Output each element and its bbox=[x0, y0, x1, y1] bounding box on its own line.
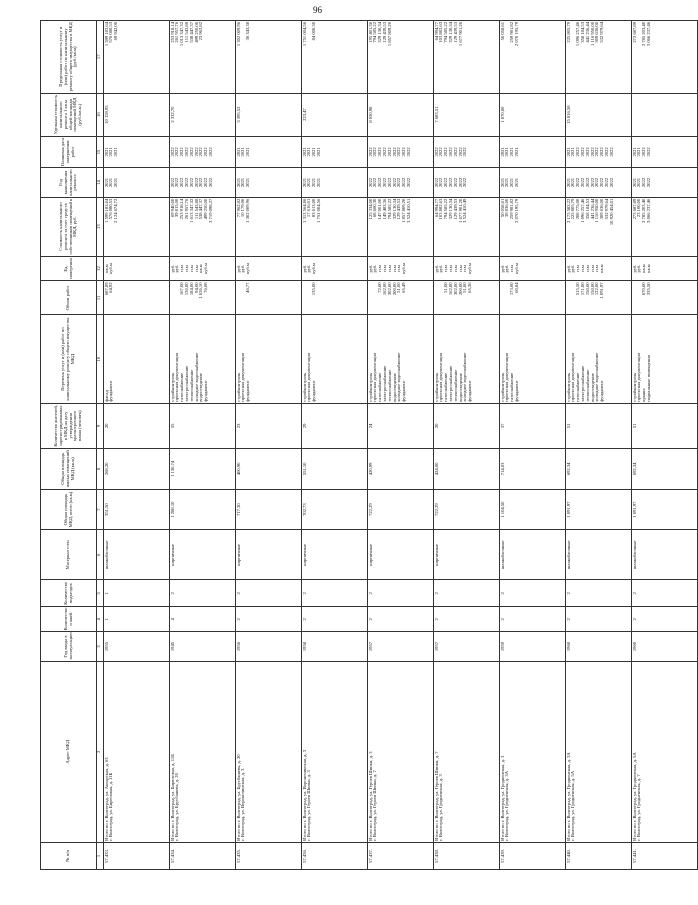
column-number: 16 bbox=[97, 93, 104, 136]
volume-cell: 687,09 64,92 bbox=[104, 281, 170, 315]
address-cell: Итого по г. Волгоград, ул. Гродненская, д. 3А г. Волгоград, ул. Гродненская, д. 5А bbox=[566, 661, 632, 842]
cost-cell: 1 313 564,86 17 616,01 83 613,00 1 751 004,56 bbox=[302, 197, 368, 256]
unit-cost-cell: 10 159,95 bbox=[104, 93, 170, 136]
row-number: 57.441. bbox=[632, 842, 698, 869]
column-number-row bbox=[97, 21, 104, 870]
column-header: Плановая дата завершения работ bbox=[41, 136, 97, 168]
end-date-cell: 2021 2021 2021 2021 bbox=[500, 136, 566, 168]
total-area-cell: 1 104,50 bbox=[500, 489, 566, 530]
address-cell: Итого по г. Волгоград, ул. Вороночинская, д. 3 г. Волгоград, ул. Героев Шипки, д. 3 bbox=[302, 661, 368, 842]
residents-cell: 51 bbox=[632, 403, 698, 448]
works-list-cell: стройконтроль проектная документация газоснабжение электроснабжение теплоснабжение водоотведение холодное водоснабжение фундамент bbox=[434, 315, 500, 403]
unit-cost-cell: 2 332,70 bbox=[170, 93, 236, 136]
year-cell: 1958 bbox=[302, 632, 368, 661]
entrances-cell: 2 bbox=[236, 580, 302, 607]
total-area-cell: 1 091,97 bbox=[632, 489, 698, 530]
column-header: Количество жителей, зарегистрированных в МКД на дату утверждения краткосрочного плана (человек) bbox=[41, 403, 97, 448]
column-number: 2 bbox=[97, 661, 104, 842]
column-number: 6 bbox=[97, 530, 104, 580]
floors-cell: 2 bbox=[566, 607, 632, 632]
works-list-cell: стройконтроль проектная документация газоснабжение фундамент bbox=[500, 315, 566, 403]
address-cell: Итого по г. Волгоград, ул. Гродненская, д. 5А г. Волгоград, ул. Гродненская, д. 7 bbox=[632, 661, 698, 842]
repair-year-cell: 2022 2022 2022 2022 2022 2022 2022 2022 2022 bbox=[368, 168, 434, 197]
living-area-cell: 692,34 bbox=[566, 448, 632, 489]
column-header: Общая площадь жилых помещений МКД (кв.м) bbox=[41, 448, 97, 489]
page-number: 96 bbox=[313, 5, 322, 15]
walls-material-cell: шлакоблочные bbox=[566, 530, 632, 580]
unit-cell: руб. руб. кв.м кв.м bbox=[632, 256, 698, 281]
repair-year-cell: 2022 2022 2022 2022 2022 2022 2022 2022 2022 bbox=[170, 168, 236, 197]
works-list-cell: стройконтроль проектная документация крыша подвальные помещения bbox=[632, 315, 698, 403]
total-area-cell: 351,50 bbox=[104, 489, 170, 530]
residents-cell: 37 bbox=[500, 403, 566, 448]
row-number: 57.440. bbox=[566, 842, 632, 869]
volume-cell: 670,00 335,50 bbox=[632, 281, 698, 315]
column-header: Количество этажей bbox=[41, 607, 97, 632]
floors-cell: 2 bbox=[302, 607, 368, 632]
year-cell: 1960 bbox=[566, 632, 632, 661]
floors-cell: 2 bbox=[236, 607, 302, 632]
table-row bbox=[566, 21, 632, 870]
works-list-cell: стройконтроль проектная документация газоснабжение электроснабжение теплоснабжение водоотведение холодное водоснабжение фундамент bbox=[368, 315, 434, 403]
table-row bbox=[434, 21, 500, 870]
column-number: 3 bbox=[97, 632, 104, 661]
unit-cell: кв.м куб.м bbox=[104, 256, 170, 281]
max-cost-cell: 1 302 009,96 36 343,38 bbox=[236, 21, 302, 94]
column-header: Перечень услуг и (или) работ по капитальному ремонту общего имущества МКД bbox=[41, 315, 97, 403]
address-cell: Итого по г. Волгоград, ул. Героев Шипки, д. 3 г. Волгоград, ул. Героев Шипки, д. 7 bbox=[368, 661, 434, 842]
total-area-cell: 1 091,97 bbox=[566, 489, 632, 530]
year-cell: 1957 bbox=[434, 632, 500, 661]
column-header: Количество подъездов bbox=[41, 580, 97, 607]
row-number: 57.439. bbox=[500, 842, 566, 869]
living-area-cell: 268,20 bbox=[104, 448, 170, 489]
total-area-cell: 717,30 bbox=[236, 489, 302, 530]
unit-cell: руб. руб. п.м куб.м bbox=[500, 256, 566, 281]
living-area-cell: 714,03 bbox=[500, 448, 566, 489]
row-number: 57.434. bbox=[170, 842, 236, 869]
row-number: 57.436. bbox=[302, 842, 368, 869]
table-rotation-wrapper bbox=[40, 20, 651, 870]
end-date-cell: 2021 2021 2022 2022 bbox=[632, 136, 698, 168]
unit-cell: руб. руб. п.м п.м п.м п.м п.м куб.м bbox=[434, 256, 500, 281]
table-row bbox=[302, 21, 368, 870]
repair-year-cell: 2021 2021 2021 bbox=[104, 168, 170, 197]
end-date-cell: 2021 2021 2021 2021 bbox=[302, 136, 368, 168]
row-number: 57.437. bbox=[368, 842, 434, 869]
walls-material-cell: кирпичные bbox=[236, 530, 302, 580]
column-number: 8 bbox=[97, 448, 104, 489]
max-cost-cell: 50 058,61 259 981,82 2 070 195,79 bbox=[500, 21, 566, 94]
entrances-cell: 2 bbox=[632, 580, 698, 607]
walls-material-cell: кирпичные bbox=[170, 530, 236, 580]
walls-material-cell: шлакоблочные bbox=[104, 530, 170, 580]
floors-cell: 1 bbox=[104, 607, 170, 632]
floors-cell: 2 bbox=[368, 607, 434, 632]
cost-cell: 69 940,00 39 815,00 253 918,14 261 957,76 1 013 347,32 111 543,88 538 447,37 499 250,00 3 719 098,27 bbox=[170, 197, 236, 256]
column-number: 17 bbox=[97, 21, 104, 94]
row-number: 57.433. bbox=[104, 842, 170, 869]
walls-material-cell: кирпичные bbox=[368, 530, 434, 580]
cost-cell: 50 058,61 38 836,00 259 981,82 2 070 195,79 bbox=[500, 197, 566, 256]
living-area-cell: 1 130,74 bbox=[170, 448, 236, 489]
repair-year-cell: 2021 2021 2021 bbox=[236, 168, 302, 197]
volume-cell: 51,00 162,00 302,00 200,00 51,00 65,36 bbox=[434, 281, 500, 315]
cost-cell: 125 334,00 68 660,30 147 001,00 149 483,36 794 585,22 329 130,34 129 439,53 1 857 809,20 3 524 410,51 bbox=[368, 197, 434, 256]
residents-cell: 20 bbox=[104, 403, 170, 448]
cost-cell: 77 962,82 10 179,00 1 302 009,96 bbox=[236, 197, 302, 256]
column-header: Ед. измерения bbox=[41, 256, 97, 281]
unit-cost-cell: 7 683,51 bbox=[434, 93, 500, 136]
column-header: Год выполнения капитального ремонта bbox=[41, 168, 97, 197]
end-date-cell: 2022 2022 2022 2022 2022 2022 2022 2022 2022 bbox=[368, 136, 434, 168]
year-cell: 1959 bbox=[500, 632, 566, 661]
repair-year-cell: 2022 2022 2022 2022 2022 2022 2022 bbox=[434, 168, 500, 197]
address-cell: Итого по г. Волгоград, ул. Ангарская, д. 63 г. Волгоград, ул. Бирюзовая, д. 11Б bbox=[104, 661, 170, 842]
entrances-cell: 2 bbox=[434, 580, 500, 607]
column-header: Адрес МКД bbox=[41, 661, 97, 842]
year-cell: 1956 bbox=[236, 632, 302, 661]
floors-cell: 2 bbox=[632, 607, 698, 632]
residents-cell: 29 bbox=[302, 403, 368, 448]
max-cost-cell: 64 994,77 103 882,63 794 585,22 329 130,34 129 439,53 1 677 901,20 bbox=[434, 21, 500, 94]
column-number: 1 bbox=[97, 842, 104, 869]
residents-cell: 51 bbox=[566, 403, 632, 448]
year-cell: 1960 bbox=[632, 632, 698, 661]
repair-year-cell: 2021 2021 2021 2021 bbox=[500, 168, 566, 197]
volume-cell: 167,00 136,00 184,00 94,00 1 026,10 76,08 bbox=[170, 281, 236, 315]
works-list-cell: стройконтроль проектная документация газоснабжение электроснабжение теплоснабжение водоотведение холодное водоснабжение фундамент bbox=[566, 315, 632, 403]
column-number: 4 bbox=[97, 607, 104, 632]
residents-cell: 23 bbox=[236, 403, 302, 448]
row-number: 57.435. bbox=[236, 842, 302, 869]
max-cost-cell: 1 599 183,64 576 080,53 69 942,00 bbox=[104, 21, 170, 94]
unit-cell: руб. руб. п.м п.м п.м п.м п.м куб.м bbox=[368, 256, 434, 281]
total-area-cell: 722,29 bbox=[434, 489, 500, 530]
end-date-cell: 2021 2021 2021 bbox=[236, 136, 302, 168]
column-number: 13 bbox=[97, 197, 104, 256]
living-area-cell: 692,34 bbox=[632, 448, 698, 489]
table-row bbox=[500, 21, 566, 870]
repair-year-cell: 2021 2021 2022 2022 bbox=[632, 168, 698, 197]
unit-cost-cell: 1 870,00 bbox=[500, 93, 566, 136]
table-row bbox=[368, 21, 434, 870]
cost-cell: 64 994,77 103 882,63 794 585,22 329 130,34 129 439,53 1 677 901,20 3 524 410,49 bbox=[434, 197, 500, 256]
column-number: 12 bbox=[97, 256, 104, 281]
unit-cost-cell: 223,47 bbox=[302, 93, 368, 136]
column-number: 5 bbox=[97, 580, 104, 607]
max-cost-cell: 1 751 004,56 84 000,30 bbox=[302, 21, 368, 94]
entrances-cell: 2 bbox=[302, 580, 368, 607]
table-row bbox=[236, 21, 302, 870]
end-date-cell: 2022 2022 2022 2022 2022 2022 2022 2022 2022 bbox=[170, 136, 236, 168]
cost-cell: 2 175 583,22 225 805,79 208 775,00 1 096 257,46 358 184,53 441 236,44 1 116 950,00 309 636,00 532 979,64 10 920 454,01 bbox=[566, 197, 632, 256]
cost-cell: 1 599 183,64 576 080,53 2 124 674,72 bbox=[104, 197, 170, 256]
unit-cell: руб. руб. п.м п.м п.м п.м кв.м куб.м bbox=[170, 256, 236, 281]
walls-material-cell: шлакоблочные bbox=[500, 530, 566, 580]
row-number: 57.438. bbox=[434, 842, 500, 869]
works-list-cell: стройконтроль проектная документация фундамент bbox=[302, 315, 368, 403]
table-row bbox=[170, 21, 236, 870]
works-list-cell: стройконтроль проектная документация газоснабжение электроснабжение теплоснабжение холодное водоснабжение водоотведение фундамент bbox=[170, 315, 236, 403]
walls-material-cell: кирпичные bbox=[302, 530, 368, 580]
volume-cell: 135,00 bbox=[302, 281, 368, 315]
column-number: 14 bbox=[97, 168, 104, 197]
entrances-cell: 1 bbox=[104, 580, 170, 607]
total-area-cell: 722,29 bbox=[368, 489, 434, 530]
address-cell: Итого по г. Волгоград, ул. Героев Шипки, д. 7 г. Волгоград, ул. Гродненская, д. 3 bbox=[434, 661, 500, 842]
column-header: Удельная стоимость капитального ремонта 1 кв.м общей площади помещений МКД (руб./кв.м.) bbox=[41, 93, 97, 136]
unit-cost-cell: 15 816,58 bbox=[566, 93, 632, 136]
column-number: 7 bbox=[97, 489, 104, 530]
volume-cell: 515,50 171,00 150,00 150,00 122,00 1 091,97 bbox=[566, 281, 632, 315]
living-area-cell: 424,00 bbox=[434, 448, 500, 489]
entrances-cell: 2 bbox=[170, 580, 236, 607]
column-header: Объем работ bbox=[41, 281, 97, 315]
volume-cell: 173,00 60,84 bbox=[500, 281, 566, 315]
volume-cell: 46,77 bbox=[236, 281, 302, 315]
floors-cell: 2 bbox=[434, 607, 500, 632]
year-cell: 1957 bbox=[368, 632, 434, 661]
works-list-cell: стройконтроль проектная документация фундамент bbox=[236, 315, 302, 403]
column-number: 15 bbox=[97, 136, 104, 168]
column-number: 9 bbox=[97, 403, 104, 448]
unit-cost-cell: 8 050,98 bbox=[368, 93, 434, 136]
column-number: 10 bbox=[97, 315, 104, 403]
unit-cost-cell: 3 395,52 bbox=[236, 93, 302, 136]
unit-cell: руб. руб. куб.м bbox=[236, 256, 302, 281]
table-row bbox=[632, 21, 698, 870]
max-cost-cell: 195 401,36 794 585,22 329 130,34 129 439,53 1 857 809,20 bbox=[368, 21, 434, 94]
year-cell: 1945 bbox=[170, 632, 236, 661]
column-header: Год ввода в эксплуатацию bbox=[41, 632, 97, 661]
volume-cell: 72,00 162,00 302,00 200,00 51,00 65,49 bbox=[368, 281, 434, 315]
residents-cell: 20 bbox=[434, 403, 500, 448]
unit-cost-cell bbox=[632, 93, 698, 136]
column-header: Материал стен bbox=[41, 530, 97, 580]
capital-repair-table bbox=[40, 20, 698, 870]
living-area-cell: 420,99 bbox=[368, 448, 434, 489]
walls-material-cell: шлакоблочные bbox=[632, 530, 698, 580]
repair-year-cell: 2021 2021 2021 2021 bbox=[302, 168, 368, 197]
entrances-cell: 2 bbox=[566, 580, 632, 607]
unit-cell: руб. руб. п.м п.м п.м п.м п.м кв.м bbox=[566, 256, 632, 281]
column-header: Стоимость капитального ремонта за счет средств собственников помещений в МКД, руб. bbox=[41, 197, 97, 256]
entrances-cell: 2 bbox=[368, 580, 434, 607]
table-header-row bbox=[41, 21, 97, 870]
floors-cell: 4 bbox=[170, 607, 236, 632]
entrances-cell: 2 bbox=[500, 580, 566, 607]
unit-cell: руб. руб. куб.м bbox=[302, 256, 368, 281]
address-cell: Итого по г. Волгоград, ул. Брусбашева, д. 20 г. Волгоград, ул. Вороночинская, д. 3 bbox=[236, 661, 302, 842]
works-list-cell: фасад фундамент bbox=[104, 315, 170, 403]
repair-year-cell: 2021 2021 2022 2022 2022 2022 2022 2022 2022 2022 bbox=[566, 168, 632, 197]
year-cell: 1955 bbox=[104, 632, 170, 661]
living-area-cell: 551,10 bbox=[302, 448, 368, 489]
end-date-cell: 2021 2021 2022 2022 2022 2022 2022 2022 2022 2022 bbox=[566, 136, 632, 168]
living-area-cell: 400,90 bbox=[236, 448, 302, 489]
floors-cell: 2 bbox=[500, 607, 566, 632]
table-body bbox=[104, 21, 698, 870]
total-area-cell: 702,73 bbox=[302, 489, 368, 530]
column-header: Предельная стоимость услуг и (или) работ по капитальному ремонту общего имущества в МКД (руб./кв.м) bbox=[41, 21, 97, 94]
total-area-cell: 1 288,10 bbox=[170, 489, 236, 530]
cost-cell: 273 687,89 23 100,00 2 785 203,40 3 066 237,46 bbox=[632, 197, 698, 256]
max-cost-cell: 273 687,89 2 785 203,40 3 066 237,46 bbox=[632, 21, 698, 94]
walls-material-cell: кирпичные bbox=[434, 530, 500, 580]
residents-cell: 24 bbox=[368, 403, 434, 448]
table-row bbox=[104, 21, 170, 870]
max-cost-cell: 225 805,79 1 096 257,46 358 184,53 441 236,44 1 116 950,00 309 636,00 532 979,64 bbox=[566, 21, 632, 94]
end-date-cell: 2021 2021 2021 bbox=[104, 136, 170, 168]
rotated-table-sheet bbox=[40, 20, 651, 870]
address-cell: Итого по г. Волгоград, ул. Бирюзовая, д. 11Б г. Волгоград, ул. Брусбашева, д. 20 bbox=[170, 661, 236, 842]
column-number: 11 bbox=[97, 281, 104, 315]
column-header: Общая площадь МКД, всего (кв.м) bbox=[41, 489, 97, 530]
column-header: № п/п bbox=[41, 842, 97, 869]
residents-cell: 55 bbox=[170, 403, 236, 448]
address-cell: Итого по г. Волгоград, ул. Гродненская, д. 3 г. Волгоград, ул. Гродненская, д. 3А bbox=[500, 661, 566, 842]
max-cost-cell: 253 918,14 261 957,76 1 013 347,32 111 543,88 538 447,37 499 250,00 23 962,82 bbox=[170, 21, 236, 94]
end-date-cell: 2022 2022 2022 2022 2022 2022 2022 bbox=[434, 136, 500, 168]
